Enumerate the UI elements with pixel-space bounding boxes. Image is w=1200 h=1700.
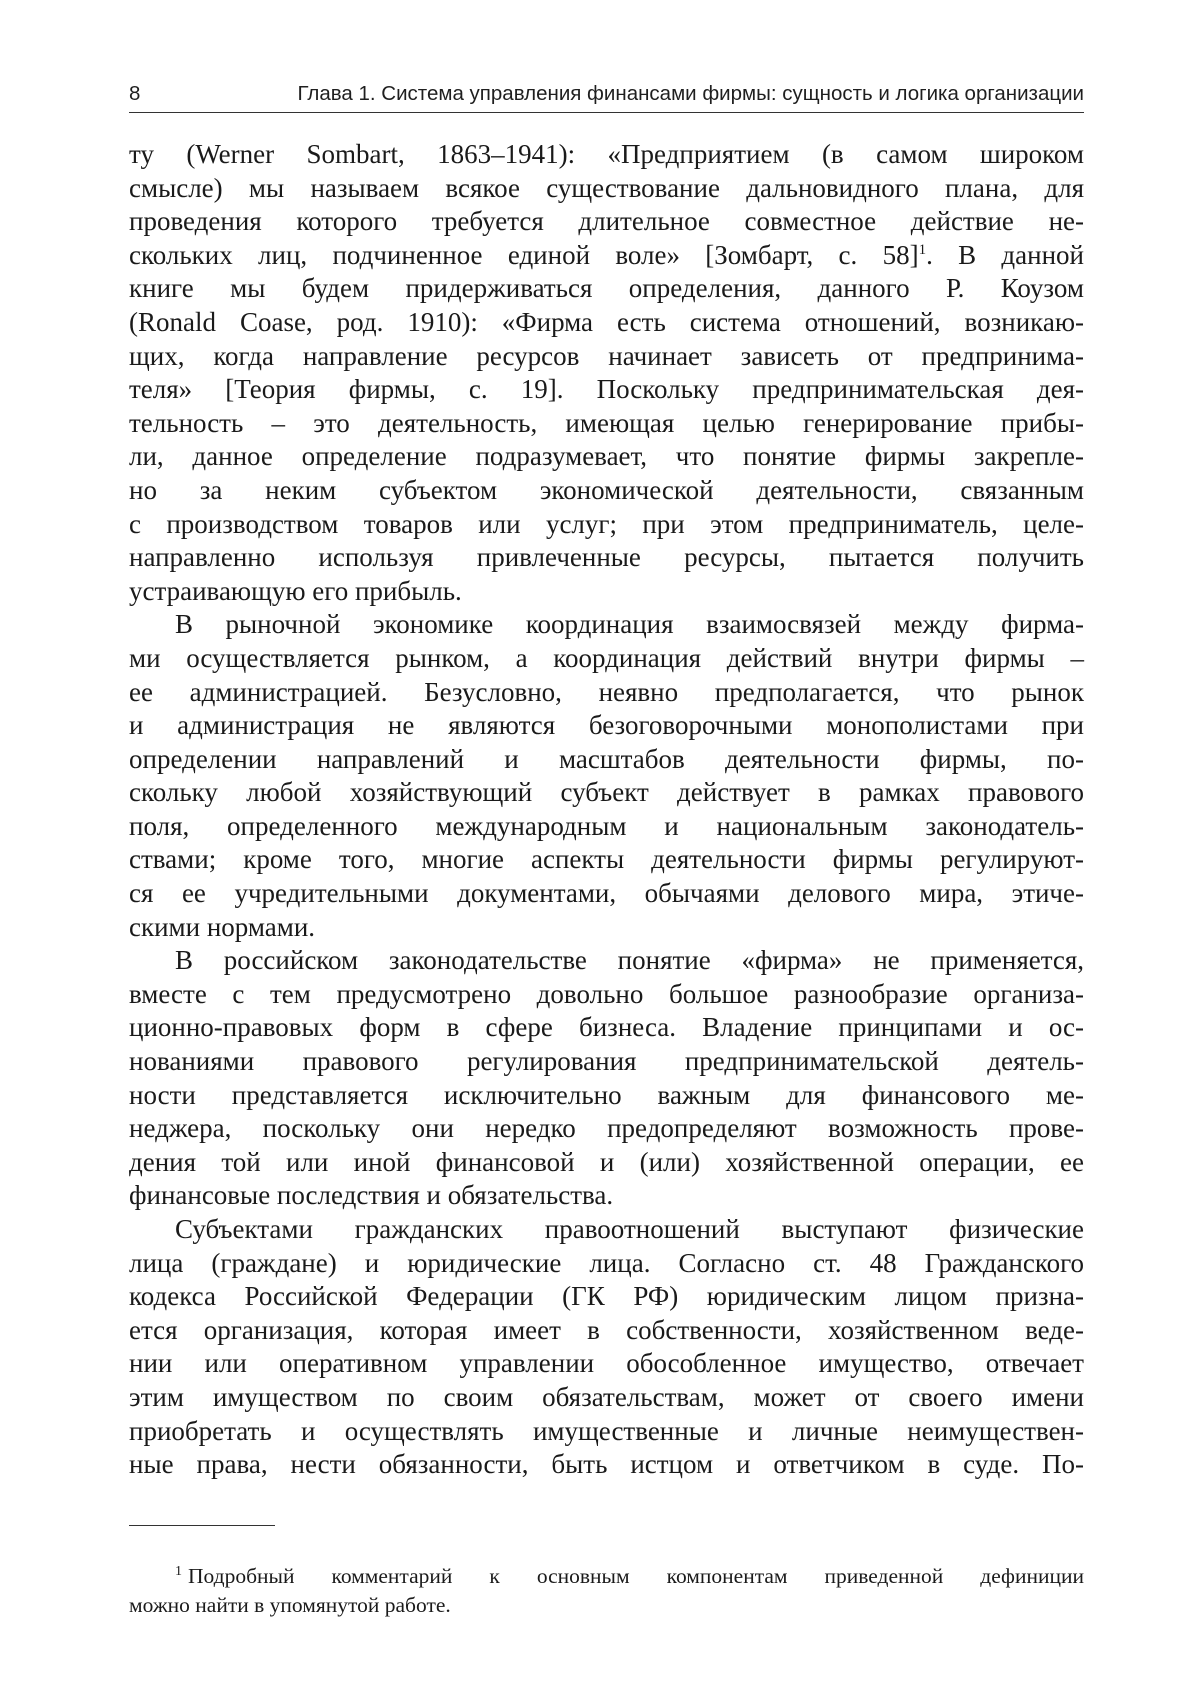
text-line: тельность – это деятельность, имеющая целью генерирование прибы-: [129, 407, 1084, 438]
text-line: ми осуществляется рынком, а координация действий внутри фирмы –: [129, 642, 1084, 673]
text-line: (Ronald Coase, род. 1910): «Фирма есть система отношений, возникаю-: [129, 306, 1084, 337]
footnote-reference[interactable]: 1: [918, 241, 927, 258]
text-line: поля, определенного международным и национальным законодатель-: [129, 810, 1084, 841]
text-line: ствами; кроме того, многие аспекты деятельности фирмы регулируют-: [129, 844, 1084, 875]
footnote-marker: 1: [175, 1563, 182, 1579]
text-line: и администрация не являются безоговорочными монополистами при: [129, 710, 1084, 741]
text-line: кодекса Российской Федерации (ГК РФ) юридическим лицом призна-: [129, 1281, 1084, 1312]
text-line: скими нормами.: [129, 911, 316, 942]
text-line: определении направлений и масштабов деятельности фирмы, по-: [129, 743, 1084, 774]
footnote-line: [129, 1562, 1084, 1591]
text-line: приобретать и осуществлять имущественные и личные неимуществен-: [129, 1415, 1084, 1446]
text-line: с производством товаров или услуг; при этом предприниматель, целе-: [129, 508, 1084, 539]
header-rule: [129, 112, 1084, 113]
text-line: нии или оперативном управлении обособленное имущество, отвечает: [129, 1348, 1084, 1379]
text-line: устраивающую его прибыль.: [129, 575, 462, 606]
text-line: этим имуществом по своим обязательствам, может от своего имени: [129, 1381, 1084, 1412]
text-line: проведения которого требуется длительное совместное действие не-: [129, 206, 1084, 237]
text-line: вместе с тем предусмотрено довольно большое разнообразие организа-: [129, 978, 1084, 1009]
paragraph-2: [129, 608, 1084, 944]
text-fragment: скольких лиц, подчиненное единой воле» [Зомбарт, с. 58]: [129, 239, 919, 270]
text-line: смысле) мы называем всякое существование дальновидного плана, для: [129, 172, 1084, 203]
footnote: [129, 1562, 1084, 1620]
text-line: В рыночной экономике координация взаимосвязей между фирма-: [175, 609, 1084, 640]
text-line: ту (Werner Sombart, 1863–1941): «Предприятием (в самом широком: [129, 139, 1084, 169]
text-fragment: . В данной: [926, 239, 1084, 270]
text-line: дения той или иной финансовой и (или) хозяйственной операции, ее: [129, 1146, 1084, 1177]
page-number: 8: [129, 82, 141, 105]
text-line: но за неким субъектом экономической деятельности, связанным: [129, 474, 1084, 505]
text-line: скольку любой хозяйствующий субъект действует в рамках правового: [129, 777, 1084, 808]
text-line: лица (граждане) и юридические лица. Согласно ст. 48 Гражданского: [129, 1247, 1084, 1278]
text-line-with-footnote: [129, 239, 1084, 273]
text-line: щих, когда направление ресурсов начинает зависеть от предпринима-: [129, 340, 1084, 371]
text-line: ционно-правовых форм в сфере бизнеса. Владение принципами и ос-: [129, 1012, 1084, 1043]
text-line: направленно используя привлеченные ресурсы, пытается получить: [129, 542, 1084, 573]
paragraph-4: [129, 1213, 1084, 1482]
text-line: нованиями правового регулирования предпринимательской деятель-: [129, 1046, 1084, 1077]
text-line: ности представляется исключительно важным для финансового ме-: [129, 1079, 1084, 1110]
text-line: ее администрацией. Безусловно, неявно предполагается, что рынок: [129, 676, 1084, 707]
text-line: В российском законодательстве понятие «фирма» не применяется,: [175, 945, 1084, 976]
text-line: ется организация, которая имеет в собственности, хозяйственном веде-: [129, 1314, 1084, 1345]
paragraph-1: [129, 138, 1084, 608]
text-line: неджера, поскольку они нередко предопределяют возможность прове-: [129, 1113, 1084, 1144]
footnote-text: Подробный комментарий к основным компонентам приведенной дефиниции: [188, 1564, 1084, 1588]
text-line: книге мы будем придерживаться определения, данного Р. Коузом: [129, 273, 1084, 304]
text-line: ся ее учредительными документами, обычаями делового мира, этиче-: [129, 878, 1084, 909]
text-line: теля» [Теория фирмы, с. 19]. Поскольку предпринимательская дея-: [129, 374, 1084, 405]
running-header: [129, 80, 1084, 112]
paragraph-3: [129, 944, 1084, 1213]
chapter-title: Глава 1. Система управления финансами фирмы: сущность и логика организации: [297, 82, 1084, 105]
text-line: ли, данное определение подразумевает, что понятие фирмы закрепле-: [129, 441, 1084, 472]
text-line: ные права, нести обязанности, быть истцом и ответчиком в суде. По-: [129, 1449, 1084, 1480]
text-line: Субъектами гражданских правоотношений выступают физические: [175, 1214, 1084, 1244]
text-line: финансовые последствия и обязательства.: [129, 1180, 614, 1211]
footnote-separator: [129, 1525, 275, 1526]
footnote-line: можно найти в упомянутой работе.: [129, 1593, 451, 1617]
body-text: [129, 138, 1084, 1482]
